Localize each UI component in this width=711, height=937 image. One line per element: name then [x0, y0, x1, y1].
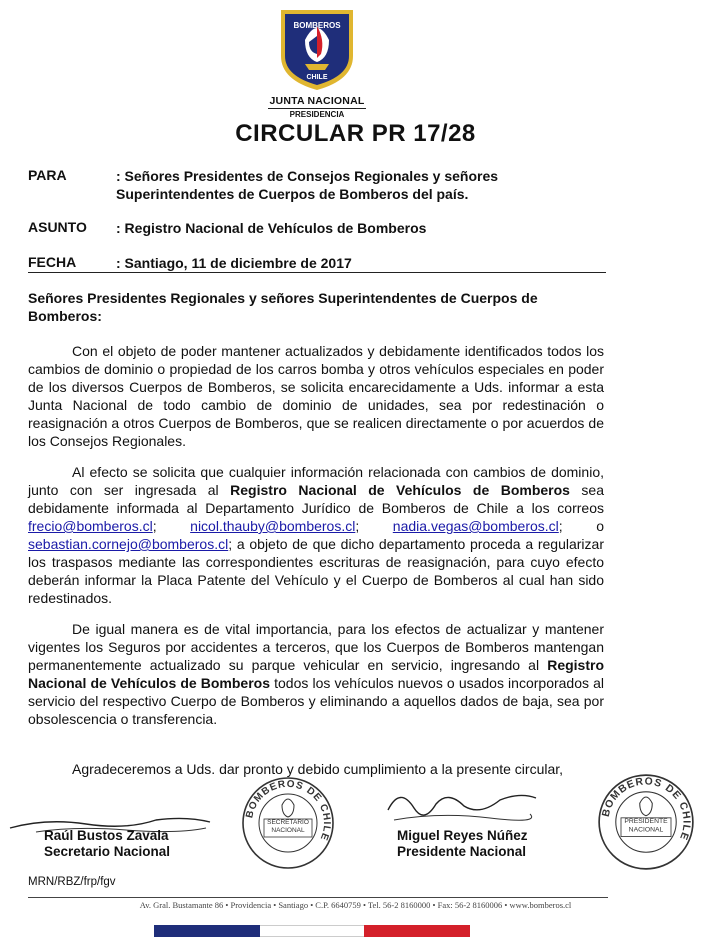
p3-text-a: De igual manera es de vital importancia, para los efectos de actualizar y mantener vigentes los Seguros por accidentes a terceros, que los Cuerpos de Bomberos mantengan permanentemente actualizado su parque vehicular en servicio, ingresando al — [28, 621, 604, 673]
secretario-stamp — [240, 775, 336, 871]
para-label: PARA — [28, 167, 67, 183]
email-link-sebastian[interactable]: sebastian.cornejo@bomberos.cl — [28, 536, 229, 552]
footer-rule — [28, 897, 608, 898]
bomberos-chile-logo — [277, 6, 357, 92]
signer-2-role: Presidente Nacional — [397, 844, 527, 859]
flag-stripe-white — [260, 925, 364, 937]
reference-initials: MRN/RBZ/frp/fgv — [28, 876, 116, 888]
office-name: PRESIDENCIA — [289, 110, 345, 119]
para-value: : Señores Presidentes de Consejos Regionales y señores Superintendentes de Cuerpos de Bomberos del país. — [116, 168, 499, 202]
org-divider — [268, 108, 366, 109]
fecha-value: : Santiago, 11 de diciembre de 2017 — [116, 255, 352, 271]
signature-scribble-presidente — [380, 780, 540, 832]
p2-sep-3: ; o — [558, 518, 605, 534]
flag-stripe-blue — [154, 925, 260, 937]
p2-registry-bold: Registro Nacional de Vehículos de Bomberos — [230, 482, 570, 498]
signer-1-name: Raúl Bustos Zavala — [44, 828, 169, 843]
p2-sep-1: ; — [152, 518, 191, 534]
p3-text-b: todos los vehículos nuevos o usados incorporados al servicio del respectivo Cuerpo de Bomberos y eliminando a aquellos dados de baja, sea por obsolescencia o transferencia. — [28, 675, 604, 727]
closing-paragraph: Agradeceremos a Uds. dar pronto y debido cumplimiento a la presente circular, — [72, 761, 564, 777]
signer-2-name: Miguel Reyes Núñez — [397, 828, 528, 843]
fecha-label: FECHA — [28, 254, 77, 270]
p3-registry-bold: Registro Nacional de Vehículos de Bomberos — [28, 657, 604, 691]
paragraph-2 — [28, 463, 604, 607]
p2-text-b: sea debidamente informada al Departamento Jurídico de Bomberos de Chile a los correos — [28, 482, 605, 516]
email-link-nadia[interactable]: nadia.vegas@bomberos.cl — [392, 518, 559, 534]
email-link-frecio[interactable]: frecio@bomberos.cl — [28, 518, 153, 534]
logo-text-bottom: CHILE — [306, 74, 328, 81]
p2-text-c: ; a objeto de que dicho departamento proceda a regularizar los traspasos mediante las correspondientes escrituras de reasignación, para cuyo efecto deberán informar la Placa Patente del Vehículo y el Cuerpo de Bomberos al cual han sido redestinados. — [28, 536, 604, 606]
logo-text-top: BOMBEROS — [293, 21, 341, 30]
p2-sep-2: ; — [355, 518, 393, 534]
email-link-nicol[interactable]: nicol.thauby@bomberos.cl — [190, 518, 356, 534]
document-title: CIRCULAR PR 17/28 — [235, 120, 476, 147]
asunto-label: ASUNTO — [28, 219, 87, 235]
p2-text-a: Al efecto se solicita que cualquier información relacionada con cambios de dominio, junto con ser ingresada al — [28, 464, 604, 498]
header-rule — [28, 272, 606, 273]
org-name: JUNTA NACIONAL — [269, 95, 365, 107]
asunto-value: : Registro Nacional de Vehículos de Bomberos — [116, 220, 427, 236]
flag-stripe-red — [364, 925, 470, 937]
signer-1-role: Secretario Nacional — [44, 844, 171, 859]
footer-address: Av. Gral. Bustamante 86 • Providencia • Santiago • C.P. 6640759 • Tel. 56-2 8160000 • Fax: 56-2 8160006 • www.bomberos.cl — [139, 900, 572, 910]
presidente-stamp — [596, 772, 696, 872]
greeting: Señores Presidentes Regionales y señores Superintendentes de Cuerpos de Bomberos: — [28, 290, 538, 324]
paragraph-1: Con el objeto de poder mantener actualizados y debidamente identificados todos los cambios de dominio o propiedad de los carros bomba y otros vehículos especiales en poder de los diversos Cuerpos de Bomberos, se solicita encarecidamente a Uds. informar a esta Junta Nacional de todo cambio de dominio de unidades, sea por redestinación o reasignación a otros Cuerpos de Bomberos, que se realicen directamente o por acuerdos de los Consejos Regionales. — [28, 343, 604, 449]
paragraph-3 — [28, 620, 604, 728]
stamp-2-ring-text: BOMBEROS DE CHILE — [600, 776, 692, 842]
stamp-1-ring-text: BOMBEROS DE CHILE — [244, 778, 333, 843]
stamp-2-center-text: PRESIDENTE NACIONAL — [624, 817, 668, 834]
stamp-1-center-text: SECRETARIO NACIONAL — [267, 819, 309, 834]
